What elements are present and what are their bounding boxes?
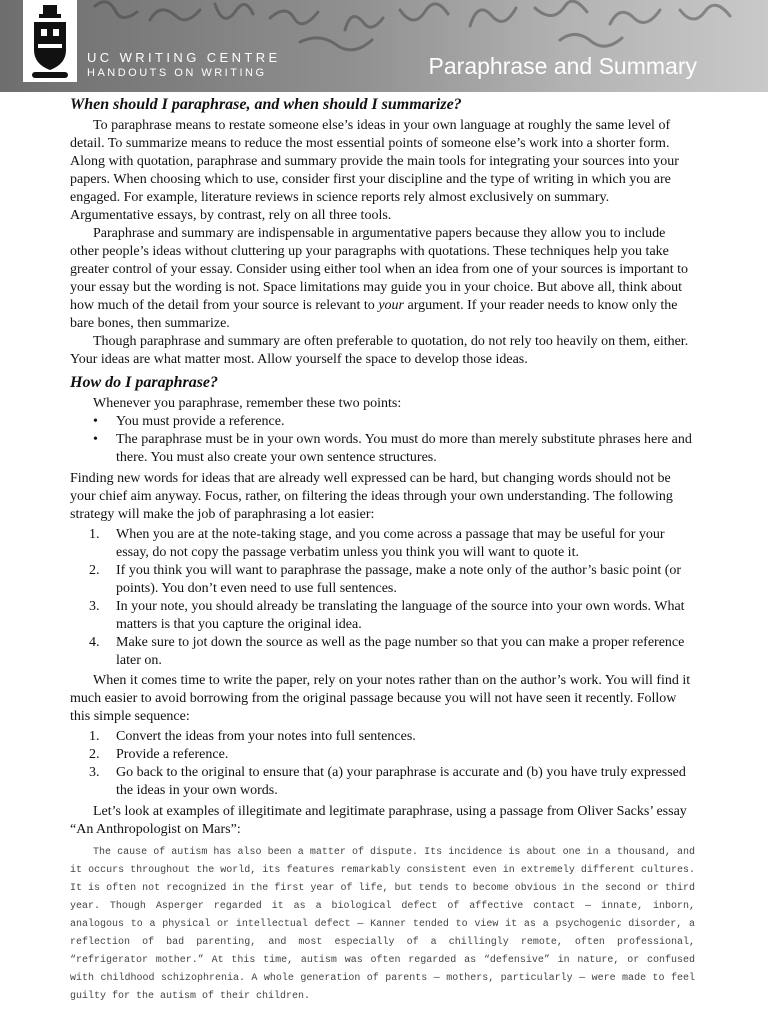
header-banner [0,0,768,92]
list-number: 3. [89,765,100,780]
list-item [70,413,695,431]
list-item [70,728,695,746]
bullet-icon: • [93,432,98,447]
list-item [70,598,695,634]
list-number: 1. [89,729,100,744]
strategy-list [70,526,695,670]
list-number: 2. [89,563,100,578]
list-item [70,634,695,670]
list-item [70,562,695,598]
list-number: 3. [89,599,100,614]
list-item-text: Provide a reference. [116,747,229,762]
emphasis-text: your [378,298,404,313]
university-crest-icon [23,0,77,82]
list-number: 1. [89,527,100,542]
org-subtitle: HANDOUTS ON WRITING [87,67,267,79]
paragraph-intro: Whenever you paraphrase, remember these two points: [93,396,402,411]
list-item-text: Go back to the original to ensure that (a) your paraphrase is accurate and (b) you have truly expressed the ideas in your own words. [116,765,686,798]
list-item [70,746,695,764]
list-item-text: When you are at the note-taking stage, and you come across a passage that may be useful for your essay, do not copy the passage verbatim unless you think you will want to quote it. [116,527,665,560]
bullet-icon: • [93,414,98,429]
list-item-text: Make sure to jot down the source as well as the page number so that you can make a proper reference later on. [116,635,685,668]
paragraph-text: Paraphrase and summary are indispensable in argumentative papers because they allow you to include other people’s ideas without cluttering up your paragraphs with quotations. These techniques help you take greater control of your essay. Consider using either tool when an idea from one of your sources is important to your essay but the wording is not. Space limitations may guide you in your choice. But above all, think about how much of the detail from your source is relevant to [70,226,689,313]
paragraph-writing: When it comes time to write the paper, rely on your notes rather than on the author’s work. You will find it much easier to avoid borrowing from the original passage because you will not have seen it recently. Follow this simple sequence: [70,673,691,724]
paragraph-definition: To paraphrase means to restate someone else’s ideas in your own language at roughly the same level of detail. To summarize means to reduce the most essential points of someone else’s work into a shorter form. Along with quotation, paraphrase and summary provide the main tools for integrating your sources into your papers. When choosing which to use, consider first your discipline and the type of writing in which you are engaged. For example, literature reviews in science reports rely almost exclusively on summary. Argumentative essays, by contrast, rely on all three tools. [70,118,679,223]
list-item-text: If you think you will want to paraphrase the passage, make a note only of the author’s basic point (or points). You don’t even need to use full sentences. [116,563,682,596]
list-number: 2. [89,747,100,762]
sequence-list [70,728,695,800]
list-item [70,526,695,562]
list-item-text: You must provide a reference. [116,414,285,429]
list-item-text: In your note, you should already be translating the language of the source into your own words. What matters is that you capture the original idea. [116,599,685,632]
paragraph-text: argument. If your reader needs to know only the bare bones, then summarize. [70,298,678,331]
list-item [70,431,695,467]
list-item [70,764,695,800]
bullet-list [70,413,695,467]
list-item-text: The paraphrase must be in your own words. You must do more than merely substitute phrases here and there. You must also create your own sentence structures. [116,432,692,465]
org-name: UC WRITING CENTRE [87,50,281,65]
section-heading-how: How do I paraphrase? [70,374,219,391]
list-number: 4. [89,635,100,650]
section-heading-when: When should I paraphrase, and when should I summarize? [70,96,462,113]
document-body [70,93,695,1006]
block-quote: The cause of autism has also been a matter of dispute. Its incidence is about one in a thousand, and it occurs throughout the world, its features remarkably consistent even in extremely different cultures. It is often not recognized in the first year of life, but tends to become obvious in the second or third year. Though Asperger regarded it as a biological defect of affective contact — innate, inborn, analogous to a physical or intellectual defect — Kanner tended to view it as a psychogenic disorder, a reflection of bad parenting, and most especially of a chillingly remote, often professional, “refrigerator mother.” At this time, autism was often regarded as “defensive” in nature, or confused with childhood schizophrenia. A whole generation of parents — mothers, particularly — were made to feel guilty for the autism of their children. [70,847,695,1002]
paragraph-caution: Though paraphrase and summary are often preferable to quotation, do not rely too heavily on them, either. Your ideas are what matter most. Allow yourself the space to develop those ideas. [70,334,689,367]
paragraph-indispensable [70,225,695,333]
document-title: Paraphrase and Summary [428,53,697,79]
paragraph-examples-intro: Let’s look at examples of illegitimate and legitimate paraphrase, using a passage from Oliver Sacks’ essay “An Anthropologist on Mars”: [70,804,687,837]
paragraph-finding: Finding new words for ideas that are already well expressed can be hard, but changing words should not be your chief aim anyway. Focus, rather, on filtering the ideas through your own understanding. The following strategy will make the job of paraphrasing a lot easier: [70,471,673,522]
list-item-text: Convert the ideas from your notes into full sentences. [116,729,416,744]
